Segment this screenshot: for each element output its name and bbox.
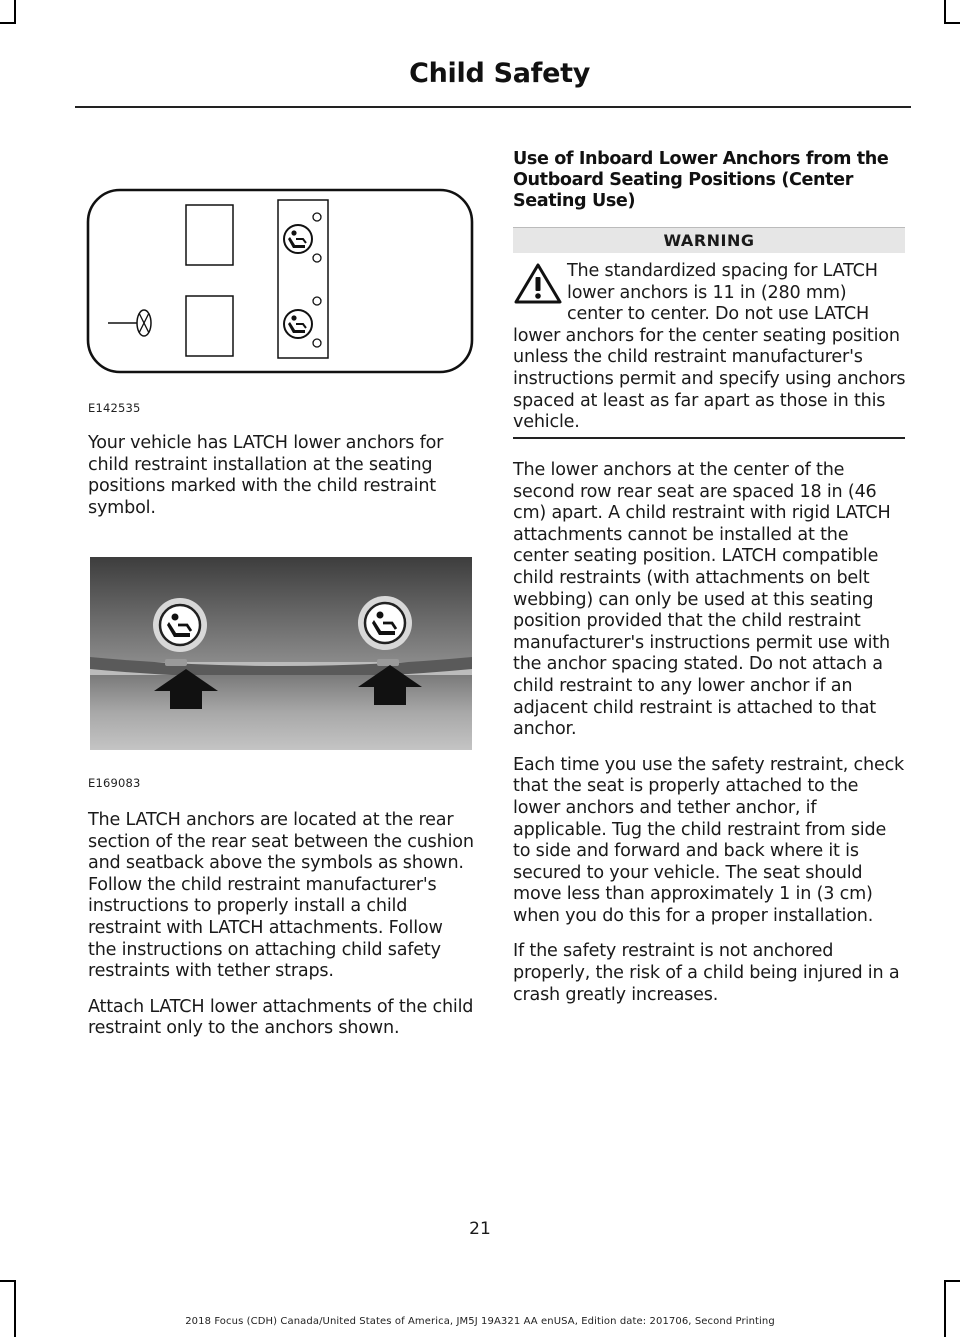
- warning-text: The standardized spacing for LATCH lower anchors is 11 in (280 mm) center to center. Do not use LATCH lower anchors for the center seating position unless the child restraint manufacturer's instructions permit and specify using anchors spaced at least as far apart as those in this vehicle.: [513, 261, 906, 433]
- body-paragraph: Each time you use the safety restraint, check that the seat is properly attached to the lower anchors and tether anchor, if applicable. Tug the child restraint from side to side and forward and back where it is secured to your vehicle. The seat should move less than approximately 1 in (3 cm) when you do this for a proper installation.: [513, 754, 905, 926]
- body-paragraph: The lower anchors at the center of the second row rear seat are spaced 18 in (46 cm) apart. A child restraint with rigid LATCH attachments cannot be installed at the center seating position. LATCH compatible child restraints (with attachments on belt webbing) can only be used at this seating position provided that the child restraint manufacturer's instructions permit use with the anchor spacing stated. Do not attach a child restraint to any lower anchor if an adjacent child restraint is attached to that anchor.: [513, 460, 891, 740]
- front-seat-right: [186, 205, 233, 265]
- crop-mark-top-left-h: [0, 22, 16, 24]
- vehicle-outline: [88, 190, 472, 372]
- anchor-ring: [313, 297, 321, 305]
- crop-mark-top-right-h: [944, 22, 960, 24]
- crop-mark-top-left-v: [14, 0, 16, 24]
- section-heading: Use of Inboard Lower Anchors from the Outboard Seating Positions (Center Seating Use): [513, 149, 889, 211]
- page-number: 21: [469, 1219, 491, 1239]
- body-paragraph: The LATCH anchors are located at the rear section of the rear seat between the cushion and seatback above the symbols as shown. Follow the child restraint manufacturer's instructions to properly install a child restraint with LATCH attachments. Follow the instructions on attaching child safety restraints with tether straps.: [88, 810, 474, 982]
- latch-seating-diagram: [86, 188, 476, 376]
- body-paragraph: Your vehicle has LATCH lower anchors for child restraint installation at the seating positions marked with the child restraint symbol.: [88, 433, 444, 518]
- crop-mark-bottom-right-h: [944, 1280, 960, 1282]
- child-seat-symbol-icon: [284, 310, 312, 338]
- anchor-ring: [313, 254, 321, 262]
- child-seat-symbol-icon: [284, 225, 312, 253]
- page-title: Child Safety: [409, 58, 590, 89]
- figure-code: E169083: [88, 776, 141, 790]
- figure-code: E142535: [88, 401, 141, 415]
- crop-mark-bottom-left-h: [0, 1280, 16, 1282]
- anchor-ring: [313, 213, 321, 221]
- warning-label: WARNING: [513, 227, 905, 253]
- crop-mark-top-right-v: [944, 0, 946, 24]
- child-seat-symbol-icon: [358, 596, 412, 650]
- crop-mark-bottom-right-v: [944, 1280, 946, 1337]
- header-rule: [75, 106, 911, 108]
- warning-rule: [513, 437, 905, 439]
- footer-edition-info: 2018 Focus (CDH) Canada/United States of America, JM5J 19A321 AA enUSA, Edition date: 201706, Second Printing: [185, 1316, 775, 1327]
- latch-anchor-seat-illustration: [90, 557, 472, 750]
- seatback: [90, 557, 472, 662]
- crop-mark-bottom-left-v: [14, 1280, 16, 1337]
- body-paragraph: Attach LATCH lower attachments of the child restraint only to the anchors shown.: [88, 996, 474, 1039]
- body-paragraph: If the safety restraint is not anchored properly, the risk of a child being injured in a crash greatly increases.: [513, 941, 900, 1005]
- front-seat-left: [186, 296, 233, 356]
- warning-text-block: [513, 261, 907, 434]
- child-seat-symbol-icon: [153, 598, 207, 652]
- anchor-ring: [313, 339, 321, 347]
